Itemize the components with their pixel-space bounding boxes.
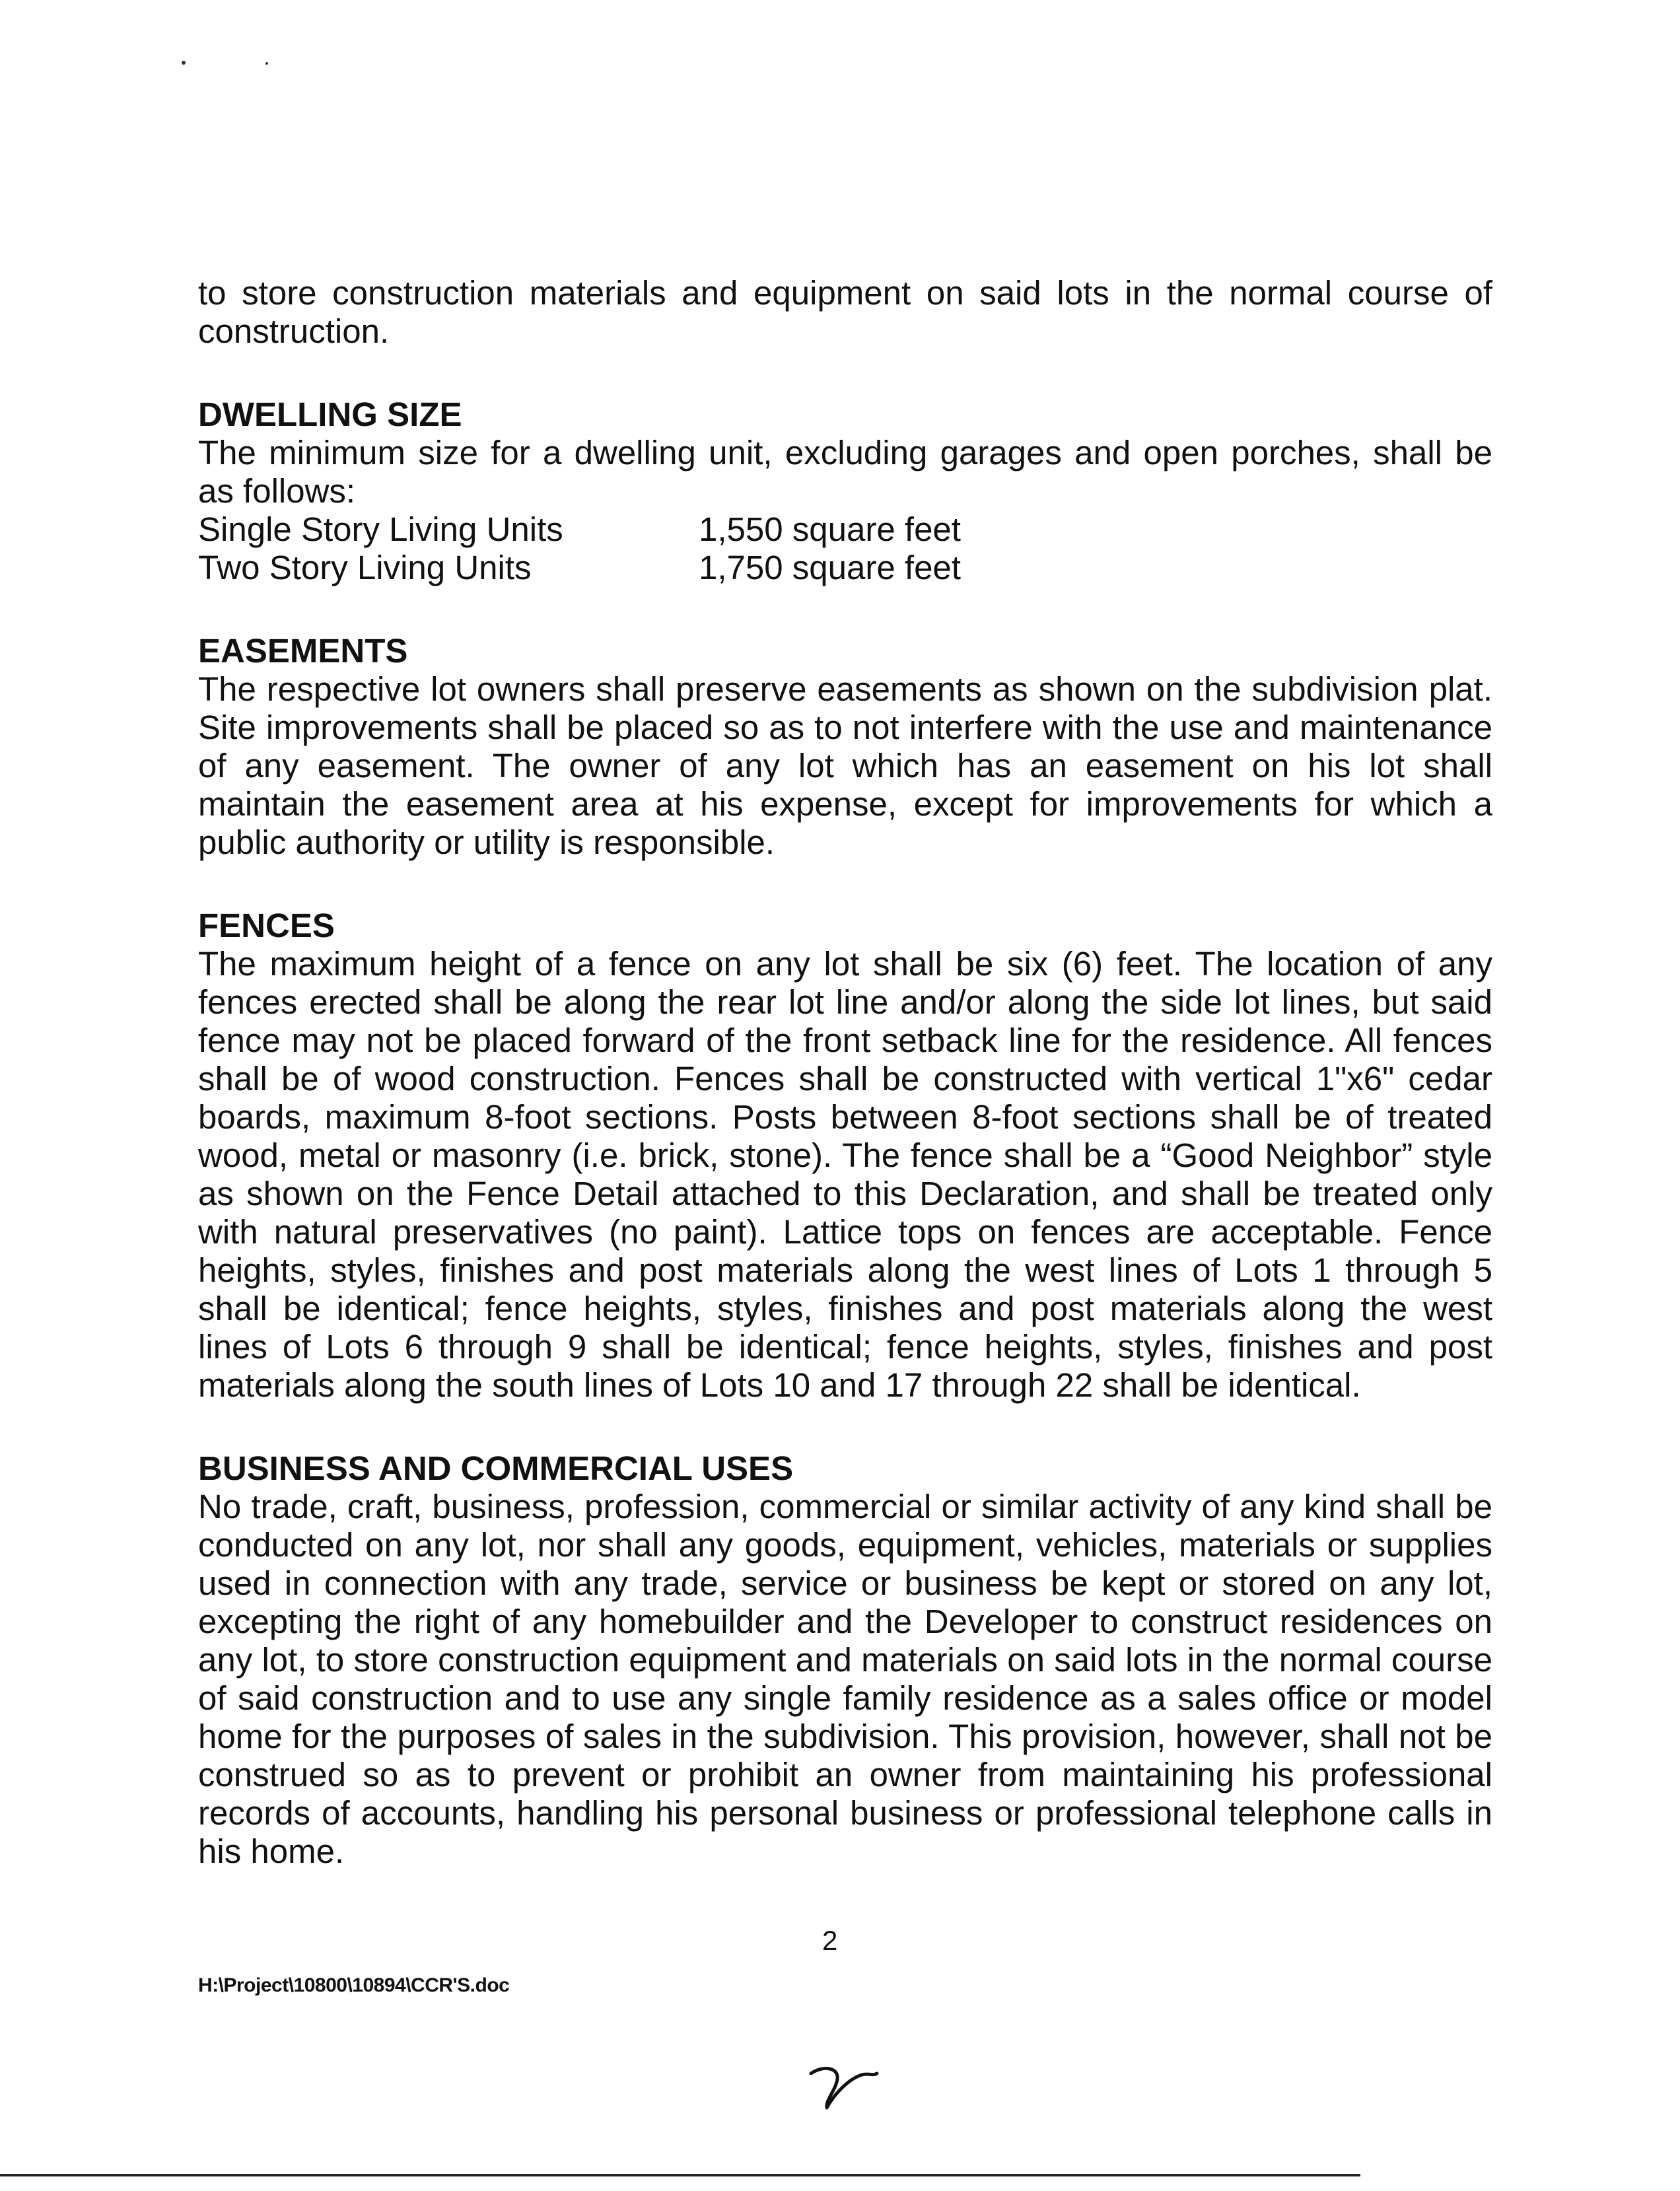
dwelling-size-row bbox=[198, 510, 1492, 549]
section-heading-easements: EASEMENTS bbox=[198, 632, 408, 670]
dwelling-size-table bbox=[198, 510, 1492, 587]
business-paragraph: No trade, craft, business, profession, commercial or similar activity of any kind shall be conducted on any lot, nor shall any goods, equipment, vehicles, materials or supplies used in connection with any trade, service or business be kept or stored on any lot, excepting the right of any homebuilder and the Developer to construct residences on any lot, to store construction equipment and materials on said lots in the normal course of said construction and to use any single family residence as a sales office or model home for the purposes of sales in the subdivision. This provision, however, shall not be construed so as to prevent or prohibit an owner from maintaining his professional records of accounts, handling his personal business or professional telephone calls in his home. bbox=[198, 1488, 1492, 1870]
handwritten-initial-mark bbox=[799, 2054, 885, 2120]
scan-speck bbox=[182, 61, 186, 65]
scan-speck bbox=[265, 62, 268, 65]
intro-paragraph: to store construction materials and equipment on said lots in the normal course of construction. bbox=[198, 274, 1492, 350]
dwelling-size-label: Two Story Living Units bbox=[198, 549, 532, 586]
bottom-divider bbox=[0, 2174, 1360, 2176]
section-heading-business: BUSINESS AND COMMERCIAL USES bbox=[198, 1449, 794, 1487]
dwelling-size-value: 1,750 square feet bbox=[699, 549, 961, 586]
dwelling-size-row bbox=[198, 549, 1492, 587]
dwelling-size-label: Single Story Living Units bbox=[198, 510, 563, 548]
page-number: 2 bbox=[822, 1925, 838, 1956]
file-path-footer: H:\Project\10800\10894\CCR'S.doc bbox=[198, 1974, 510, 1996]
section-heading-fences: FENCES bbox=[198, 907, 335, 944]
fences-paragraph: The maximum height of a fence on any lot shall be six (6) feet. The location of any fences erected shall be along the rear lot line and/or along the side lot lines, but said fence may not be placed forward of the front setback line for the residence. All fences shall be of wood construction. Fences shall be constructed with vertical 1"x6" cedar boards, maximum 8-foot sections. Posts between 8-foot sections shall be of treated wood, metal or masonry (i.e. brick, stone). The fence shall be a “Good Neighbor” style as shown on the Fence Detail attached to this Declaration, and shall be treated only with natural preservatives (no paint). Lattice tops on fences are acceptable. Fence heights, styles, finishes and post materials along the west lines of Lots 1 through 5 shall be identical; fence heights, styles, finishes and post materials along the west lines of Lots 6 through 9 shall be identical; fence heights, styles, finishes and post materials along the south lines of Lots 10 and 17 through 22 shall be identical. bbox=[198, 945, 1492, 1404]
dwelling-size-paragraph: The minimum size for a dwelling unit, excluding garages and open porches, shall be as follows: bbox=[198, 434, 1492, 510]
dwelling-size-value: 1,550 square feet bbox=[699, 510, 961, 548]
section-heading-dwelling-size: DWELLING SIZE bbox=[198, 396, 462, 433]
easements-paragraph: The respective lot owners shall preserve easements as shown on the subdivision plat. Site improvements shall be placed so as to not interfere with the use and maintenance of any easement. The owner of any lot which has an easement on his lot shall maintain the easement area at his expense, except for improvements for which a public authority or utility is responsible. bbox=[198, 670, 1492, 861]
document-body bbox=[198, 274, 1492, 1871]
